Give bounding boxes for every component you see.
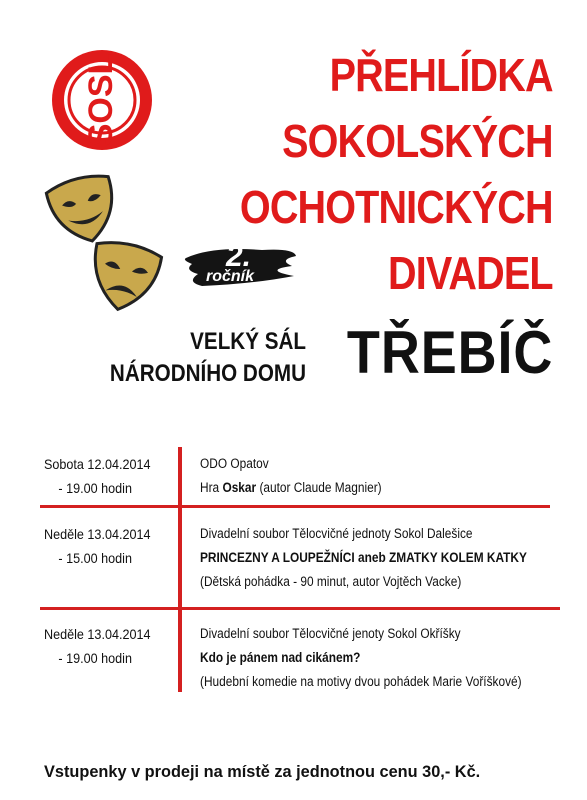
venue-line-2: NÁRODNÍHO DOMU [109,360,307,387]
event-play-title: Kdo je pánem nad cikánem? [200,650,361,665]
event-play-title: PRINCEZNY A LOUPEŽNÍCI aneb ZMATKY KOLEM KATKY [200,550,527,565]
theater-masks-icon [44,170,164,320]
svg-text:SOSL: SOSL [82,53,120,147]
program-divider-1 [40,505,550,508]
event-play-prefix: Hra [200,480,223,495]
event-play [200,476,534,500]
title-line-3: OCHOTNICKÝCH [240,181,553,233]
event-date-block [44,522,161,570]
event-date: Neděle 13.04.2014 [44,526,151,542]
event-info [200,522,534,594]
event-play-title: Oskar [222,480,257,495]
event-info [200,452,534,500]
venue-line-1: VELKÝ SÁL [190,328,306,355]
event-time: - 15.00 hodin [58,550,132,566]
event-date: Sobota 12.04.2014 [44,456,151,472]
city-name: TŘEBÍČ [346,319,553,386]
program-vertical-divider [178,447,182,692]
event-date-block [44,622,161,670]
event-play-suffix: (autor Claude Magnier) [256,480,382,495]
event-play-note: (Dětská pohádka - 90 minut, autor Vojtěch Vacke) [200,574,462,589]
ticket-info: Vstupenky v prodeji na místě za jednotnou cenu 30,- Kč. [44,762,481,781]
title-line-2: SOKOLSKÝCH [282,115,553,167]
event-ensemble: ODO Opatov [200,456,269,471]
event-date: Neděle 13.04.2014 [44,626,151,642]
event-time: - 19.00 hodin [58,480,132,496]
event-time: - 19.00 hodin [58,650,132,666]
event-info [200,622,534,694]
event-ensemble: Divadelní soubor Tělocvičné jenoty Sokol Okříšky [200,626,461,641]
event-date-block [44,452,161,500]
title-line-4: DIVADEL [388,247,553,299]
program-divider-2 [40,607,560,610]
venue [100,326,306,390]
event-play-note: (Hudební komedie na motivy dvou pohádek Marie Voříškové) [200,674,522,689]
sokol-logo [50,48,154,152]
edition-label: ročník [206,268,255,285]
edition-badge [182,240,300,292]
event-ensemble: Divadelní soubor Tělocvičné jednoty Sokol Dalešice [200,526,473,541]
edition-number: 2. [226,240,252,273]
title-line-1: PŘEHLÍDKA [329,49,553,101]
